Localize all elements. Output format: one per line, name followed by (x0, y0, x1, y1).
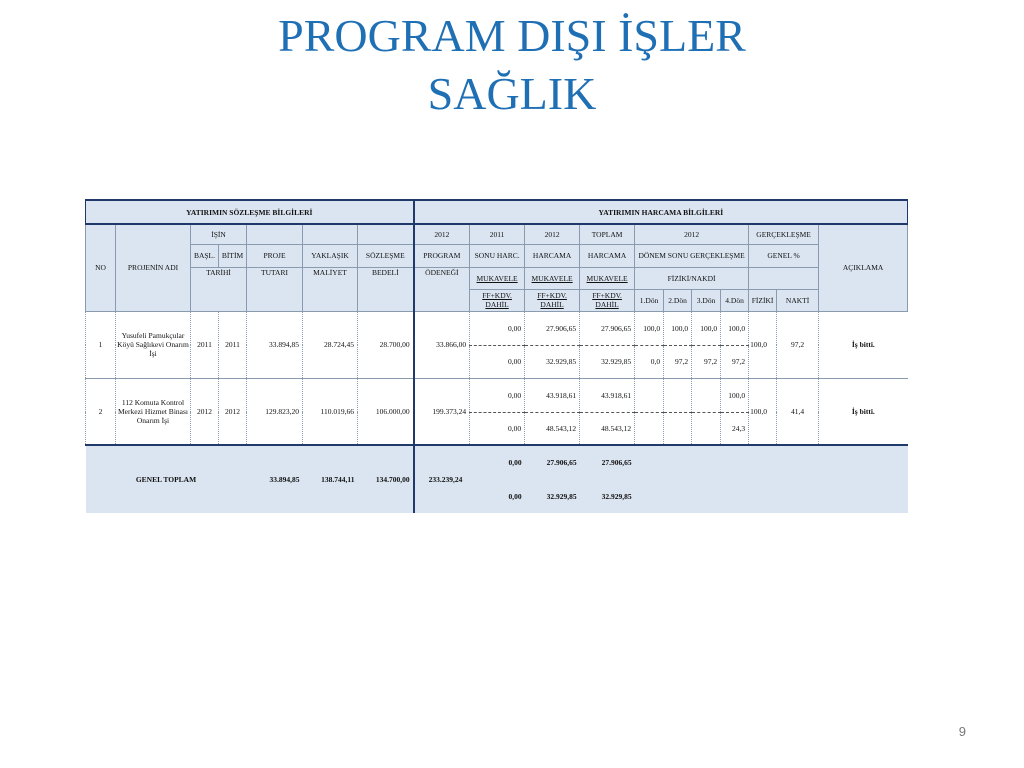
col-header-project-name: PROJENİN ADI (116, 224, 191, 311)
row-project-name: 112 Komuta Kontrol Merkezi Hizmet Binası Onarım İşi (116, 378, 191, 445)
col-header-harcama: HARCAMA (525, 244, 580, 267)
col-header-proje-1 (247, 224, 303, 244)
row-yaklasik: 110.019,66 (303, 378, 358, 445)
row-bitim: 2012 (219, 378, 247, 445)
row-toplam: 27.906,65 (580, 311, 635, 345)
band-contract-info: YATIRIMIN SÖZLEŞME BİLGİLERİ (86, 200, 414, 224)
col-header-tutari: TUTARI (247, 267, 303, 311)
col-header-bedeli: BEDELİ (358, 267, 414, 311)
col-header-proje: PROJE (247, 244, 303, 267)
page-number: 9 (958, 724, 966, 739)
col-header-ffkdv-2012: FF+KDV. DAHİL (525, 289, 580, 311)
total-2012: 27.906,65 (525, 445, 580, 479)
row-toplam: 48.543,12 (580, 412, 635, 445)
row-nakti: 41,4 (777, 378, 819, 445)
row-sozlesme: 28.700,00 (358, 311, 414, 378)
row-d3: 97,2 (692, 345, 721, 378)
row-2011: 0,00 (470, 378, 525, 412)
total-proje: 33.894,85 (247, 445, 303, 513)
row-nakti: 97,2 (777, 311, 819, 378)
row-2011: 0,00 (470, 311, 525, 345)
col-header-donem-year: 2012 (635, 224, 749, 244)
row-2012: 48.543,12 (525, 412, 580, 445)
table-row (86, 378, 908, 412)
col-header-2012-year: 2012 (525, 224, 580, 244)
row-d3 (692, 378, 721, 412)
total-yaklasik: 138.744,11 (303, 445, 358, 513)
row-d1: 100,0 (635, 311, 664, 345)
col-header-program: PROGRAM (414, 244, 470, 267)
row-sozlesme: 106.000,00 (358, 378, 414, 445)
row-d1: 0,0 (635, 345, 664, 378)
col-header-donem-1: 1.Dön (635, 289, 664, 311)
row-proje: 33.894,85 (247, 311, 303, 378)
row-d2 (664, 378, 692, 412)
col-header-aciklama: AÇIKLAMA (819, 224, 908, 311)
col-header-odenek-year: 2012 (414, 224, 470, 244)
slide-subtitle: SAĞLIK (427, 68, 597, 119)
col-header-toplam-harcama: HARCAMA (580, 244, 635, 267)
row-d3 (692, 412, 721, 445)
header-row (86, 224, 908, 244)
row-2011: 0,00 (470, 412, 525, 445)
col-header-toplam: TOPLAM (580, 224, 635, 244)
band-expenditure-info: YATIRIMIN HARCAMA BİLGİLERİ (414, 200, 908, 224)
row-toplam: 43.918,61 (580, 378, 635, 412)
row-d2: 100,0 (664, 311, 692, 345)
row-no: 1 (86, 311, 116, 378)
total-toplam: 27.906,65 (580, 445, 635, 479)
row-basl: 2012 (191, 378, 219, 445)
row-yaklasik: 28.724,45 (303, 311, 358, 378)
row-d4: 24,3 (721, 412, 749, 445)
row-d4: 97,2 (721, 345, 749, 378)
col-header-isin: İŞİN (191, 224, 247, 244)
col-header-donem-4: 4.Dön (721, 289, 749, 311)
row-d3: 100,0 (692, 311, 721, 345)
row-2012: 43.918,61 (525, 378, 580, 412)
col-header-basl: BAŞL. (191, 244, 219, 267)
investment-table (85, 199, 908, 513)
row-basl: 2011 (191, 311, 219, 378)
col-header-no: NO (86, 224, 116, 311)
total-row (86, 445, 908, 479)
row-2012: 27.906,65 (525, 311, 580, 345)
row-fiziki: 100,0 (749, 378, 777, 445)
header-row (86, 244, 908, 267)
row-d2: 97,2 (664, 345, 692, 378)
col-header-ffkdv-toplam: FF+KDV. DAHİL (580, 289, 635, 311)
col-header-tarihi: TARİHİ (191, 267, 247, 311)
header-row (86, 267, 908, 289)
slide-title: PROGRAM DIŞI İŞLER (278, 10, 746, 61)
row-no: 2 (86, 378, 116, 445)
table-row (86, 311, 908, 345)
row-toplam: 32.929,85 (580, 345, 635, 378)
col-header-sozlesme-1 (358, 224, 414, 244)
total-odenek: 233.239,24 (414, 445, 470, 513)
col-header-odenegi: ÖDENEĞİ (414, 267, 470, 311)
col-header-sozlesme: SÖZLEŞME (358, 244, 414, 267)
col-header-yaklasik-1 (303, 224, 358, 244)
total-2012: 32.929,85 (525, 479, 580, 513)
col-header-gerceklesme: GERÇEKLEŞME (749, 224, 819, 244)
row-d1 (635, 412, 664, 445)
total-toplam: 32.929,85 (580, 479, 635, 513)
row-2012: 32.929,85 (525, 345, 580, 378)
row-d4: 100,0 (721, 378, 749, 412)
col-header-maliyet: MALİYET (303, 267, 358, 311)
col-header-empty (749, 267, 819, 289)
col-header-mukavele-toplam: MUKAVELE (580, 267, 635, 289)
row-d4: 100,0 (721, 311, 749, 345)
col-header-mukavele-2011: MUKAVELE (470, 267, 525, 289)
total-label: GENEL TOPLAM (86, 445, 247, 513)
col-header-donem-3: 3.Dön (692, 289, 721, 311)
total-2011: 0,00 (470, 479, 525, 513)
col-header-2011-year: 2011 (470, 224, 525, 244)
row-project-name: Yusufeli Pamukçular Köyü Sağlıkevi Onarım İşi (116, 311, 191, 378)
row-proje: 129.823,20 (247, 378, 303, 445)
col-header-donem-2: 2.Dön (664, 289, 692, 311)
row-aciklama: İş bitti. (819, 311, 908, 378)
col-header-mukavele-2012: MUKAVELE (525, 267, 580, 289)
total-sozlesme: 134.700,00 (358, 445, 414, 513)
row-odenek: 33.866,00 (414, 311, 470, 378)
col-header-nakti: NAKTİ (777, 289, 819, 311)
row-d1 (635, 378, 664, 412)
col-header-yaklasik: YAKLAŞIK (303, 244, 358, 267)
row-aciklama: İş bitti. (819, 378, 908, 445)
col-header-genel-yuzde: GENEL % (749, 244, 819, 267)
row-d2 (664, 412, 692, 445)
total-2011: 0,00 (470, 445, 525, 479)
col-header-fiziki: FİZİKİ (749, 289, 777, 311)
col-header-bitim: BİTİM (219, 244, 247, 267)
col-header-fiziki-nakdi: FİZİKİ/NAKDİ (635, 267, 749, 289)
col-header-ffkdv-2011: FF+KDV. DAHİL (470, 289, 525, 311)
row-odenek: 199.373,24 (414, 378, 470, 445)
band-header-row (86, 200, 908, 224)
row-2011: 0,00 (470, 345, 525, 378)
col-header-sonu-harc: SONU HARC. (470, 244, 525, 267)
row-bitim: 2011 (219, 311, 247, 378)
col-header-donem-sonu: DÖNEM SONU GERÇEKLEŞME (635, 244, 749, 267)
total-empty (635, 445, 908, 513)
row-fiziki: 100,0 (749, 311, 777, 378)
